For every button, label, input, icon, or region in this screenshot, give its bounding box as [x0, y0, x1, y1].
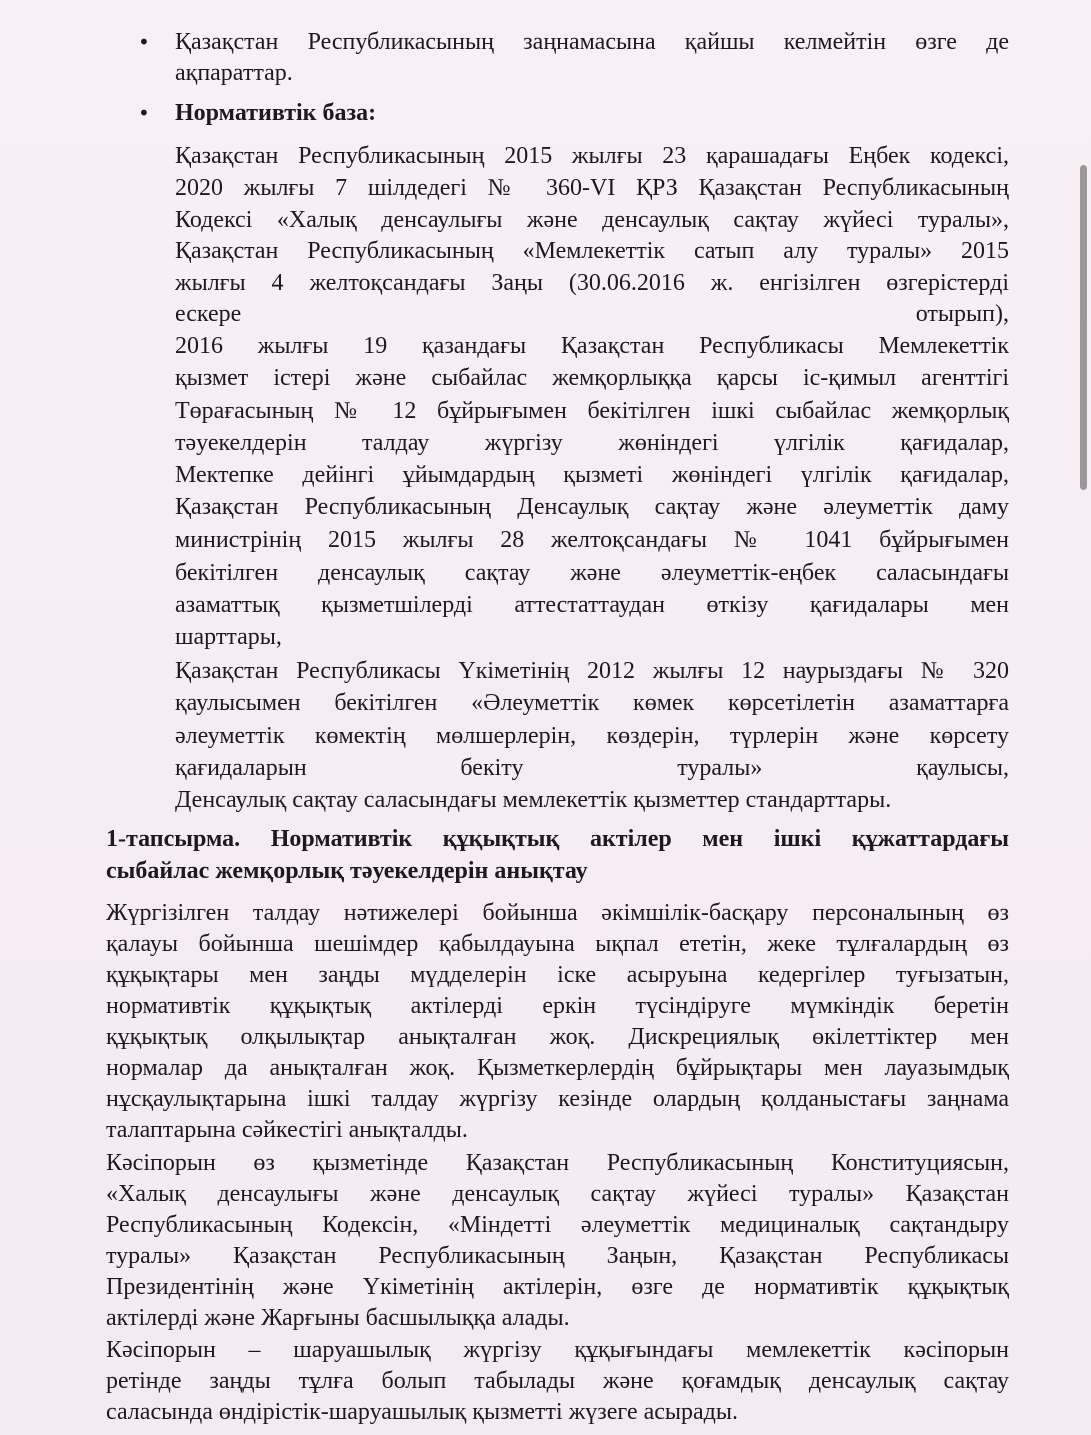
bullet-marker: • — [138, 101, 150, 125]
normative-base-line: әлеуметтік көмектің мөлшерлерін, көздерін, түрлерін және көрсету — [175, 723, 1009, 749]
paragraph-1-line: құқықтық олқылықтар анықталған жоқ. Дискрециялық өкілеттіктер мен — [106, 1024, 1009, 1050]
normative-base-heading: Нормативтік база: — [175, 100, 377, 126]
task-heading-line-2: сыбайлас жемқорлық тәуекелдерін анықтау — [106, 858, 588, 884]
normative-base-line: Қазақстан Республикасының «Мемлекеттік сатып алу туралы» 2015 — [175, 238, 1009, 264]
normative-base-line: Қазақстан Республикасы Үкіметінің 2012 жылғы 12 наурыздағы № 320 — [175, 658, 1009, 684]
normative-base-line: Қазақстан Республикасының Денсаулық сақтау және әлеуметтік даму — [175, 494, 1009, 520]
normative-base-line: бекітілген денсаулық сақтау және әлеуметтік-еңбек саласындағы — [175, 560, 1009, 586]
paragraph-1-line: нұсқаулықтарына ішкі талдау жүргізу кезінде олардың қолданыстағы заңнама — [106, 1086, 1009, 1112]
paragraph-1-line: нормалар да анықталған жоқ. Қызметкерлердің бұйрықтары мен лауазымдық — [106, 1055, 1009, 1081]
paragraph-1-line: нормативтік құқықтық актілерді еркін түсіндіруге мүмкіндік беретін — [106, 993, 1009, 1019]
paragraph-1-line: Жүргізілген талдау нәтижелері бойынша әкімшілік-басқару персоналының өз — [106, 900, 1009, 926]
normative-base-line: министрінің 2015 жылғы 28 желтоқсандағы № 1041 бұйрығымен — [175, 527, 1009, 553]
normative-base-line: 2016 жылғы 19 қазандағы Қазақстан Республикасы Мемлекеттік — [175, 333, 1009, 359]
paragraph-1-line: құқықтары мен заңды мүдделерін іске асыруына кедергілер туғызатын, — [106, 962, 1009, 988]
paragraph-2-line: «Халық денсаулығы және денсаулық сақтау жүйесі туралы» Қазақстан — [106, 1181, 1009, 1207]
task-heading-line-1: 1-тапсырма. Нормативтік құқықтық актілер мен ішкі құжаттардағы — [106, 826, 1009, 852]
bullet-1-line-2: ақпараттар. — [175, 60, 293, 86]
normative-base-line: Денсаулық сақтау саласындағы мемлекеттік қызметтер стандарттары. — [175, 787, 892, 813]
paragraph-3-line: саласында өндірістік-шаруашылық қызметті жүзеге асырады. — [106, 1399, 739, 1425]
normative-base-line: шарттары, — [175, 624, 282, 650]
normative-base-line: 2020 жылғы 7 шілдедегі № 360-VI ҚРЗ Қазақстан Республикасының — [175, 175, 1009, 201]
normative-base-line: қағидаларын бекіту туралы» қаулысы, — [175, 755, 1009, 781]
paragraph-3-line: ретінде заңды тұлға болып табылады және қоғамдық денсаулық сақтау — [106, 1368, 1009, 1394]
paragraph-2-line: актілерді және Жарғыны басшылыққа алады. — [106, 1305, 570, 1331]
normative-base-line: қаулысымен бекітілген «Әлеуметтік көмек көрсетілетін азаматтарға — [175, 690, 1009, 716]
paragraph-1-line: талаптарына сәйкестігі анықталды. — [106, 1117, 468, 1143]
normative-base-line: тәуекелдерін талдау жүргізу жөніндегі үлгілік қағидалар, — [175, 430, 1009, 456]
normative-base-line: Төрағасының № 12 бұйрығымен бекітілген ішкі сыбайлас жемқорлық — [175, 398, 1009, 424]
normative-base-line: азаматтық қызметшілерді аттестаттаудан өткізу қағидалары мен — [175, 592, 1009, 618]
normative-base-line: Кодексі «Халық денсаулығы және денсаулық сақтау жүйесі туралы», — [175, 207, 1009, 233]
normative-base-line: Қазақстан Республикасының 2015 жылғы 23 қарашадағы Еңбек кодексі, — [175, 143, 1009, 169]
paragraph-2-line: туралы» Қазақстан Республикасының Заңын, Қазақстан Республикасы — [106, 1243, 1009, 1269]
paragraph-2-line: Кәсіпорын өз қызметінде Қазақстан Республикасының Конституциясын, — [106, 1150, 1009, 1176]
bullet-1-line-1: Қазақстан Республикасының заңнамасына қайшы келмейтін өзге де — [175, 29, 1009, 55]
normative-base-line: Мектепке дейінгі ұйымдардың қызметі жөніндегі үлгілік қағидалар, — [175, 462, 1009, 488]
paragraph-1-line: қалауы бойынша шешімдер қабылдауына ықпал ететін, жеке тұлғалардың өз — [106, 931, 1009, 957]
paragraph-2-line: Президентінің және Үкіметінің актілерін, өзге де нормативтік құқықтық — [106, 1274, 1009, 1300]
normative-base-line: қызмет істері және сыбайлас жемқорлыққа қарсы іс-қимыл агенттігі — [175, 365, 1009, 391]
paragraph-3-line: Кәсіпорын – шаруашылық жүргізу құқығындағы мемлекеттік кәсіпорын — [106, 1337, 1009, 1363]
normative-base-line: жылғы 4 желтоқсандағы Заңы (30.06.2016 ж. енгізілген өзгерістерді — [175, 270, 1009, 296]
paragraph-2-line: Республикасының Кодексін, «Міндетті әлеуметтік медициналық сақтандыру — [106, 1212, 1009, 1238]
bullet-marker: • — [138, 30, 150, 54]
normative-base-line: отырып), — [915, 301, 1009, 327]
vertical-scrollbar[interactable] — [1080, 165, 1087, 490]
normative-base-line: ескере — [175, 301, 242, 327]
